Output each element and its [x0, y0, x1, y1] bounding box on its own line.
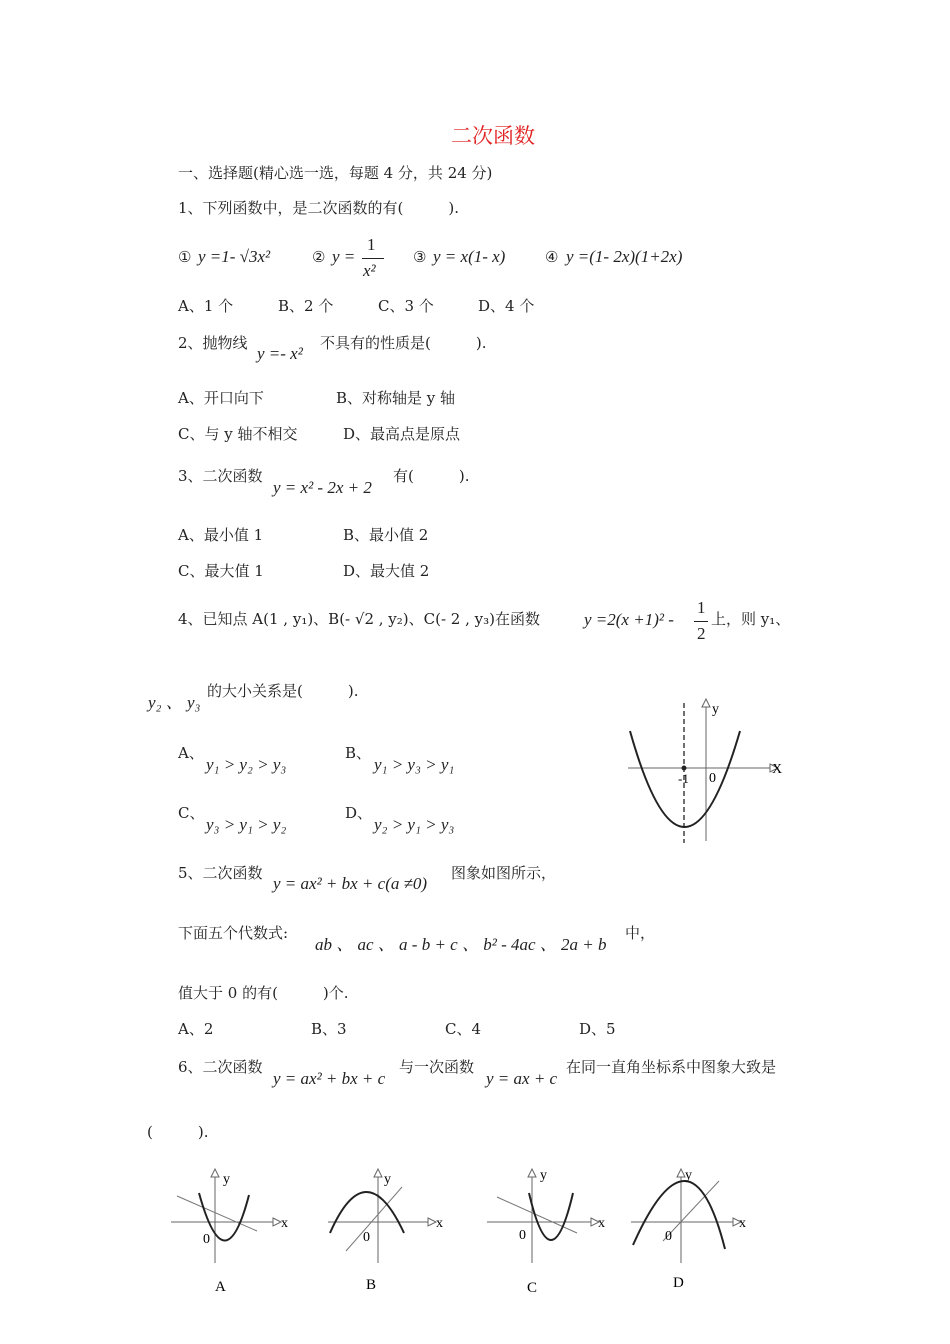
q1-option-c: C、3 个 — [378, 297, 434, 315]
y-axis-arrow — [374, 1169, 382, 1177]
q3-stem-prefix: 3、二次函数 — [178, 467, 263, 485]
q3-option-c: C、最大值 1 — [178, 562, 264, 580]
x-axis-arrow — [273, 1218, 281, 1226]
q2-option-c: C、与 y 轴不相交 — [178, 425, 298, 443]
q6-graph-b — [322, 1163, 447, 1293]
q5-line3: 值大于 0 的有( )个. — [178, 984, 349, 1002]
q5-option-d: D、5 — [579, 1020, 616, 1038]
y-axis-label: y — [223, 1172, 230, 1187]
y-axis-label: y — [384, 1172, 391, 1187]
q1-formula-2-numerator: 1 — [367, 235, 376, 254]
x-axis-arrow — [428, 1218, 436, 1226]
q4-option-d-label: D、 — [345, 804, 373, 822]
q1-formula-2-left: y = — [332, 247, 356, 266]
fraction-bar — [694, 621, 708, 622]
q4-stem-tail: 上，则 y₁、 — [711, 610, 791, 628]
y-axis-arrow — [528, 1169, 536, 1177]
x-axis-label: x — [598, 1216, 605, 1231]
q2-option-d: D、最高点是原点 — [343, 425, 461, 443]
page-title: 二次函数 — [451, 124, 535, 148]
section-heading: 一、选择题(精心选一选，每题 4 分，共 24 分) — [178, 164, 493, 182]
fraction-bar — [362, 258, 384, 259]
q2-formula: y =- x² — [257, 344, 303, 363]
q5-line2-prefix: 下面五个代数式: — [178, 924, 289, 942]
q2-stem-prefix: 2、抛物线 — [178, 334, 248, 352]
q4-option-b-label: B、 — [345, 744, 372, 762]
q6-graph-a — [165, 1163, 290, 1293]
graph-option-label: D — [673, 1275, 684, 1291]
q1-option-a: A、1 个 — [178, 297, 234, 315]
q1-formula-1: y =1- √3x² — [198, 247, 271, 266]
linear-line — [177, 1196, 257, 1231]
q3-option-d: D、最大值 2 — [343, 562, 430, 580]
q2-option-b: B、对称轴是 y 轴 — [336, 389, 456, 407]
q4-stem: 4、已知点 A(1 , y₁)、B(- √2 , y₂)、C(- 2 , y₃)在函数 — [178, 610, 540, 628]
q1-choice-3-marker: ③ — [413, 248, 427, 266]
q4-option-a-formula: y₁ > y₂ > y₃ — [206, 755, 287, 774]
q6-stem-prefix: 6、二次函数 — [178, 1058, 263, 1076]
q3-formula: y = x² - 2x + 2 — [273, 478, 372, 497]
q6-stem-middle: 与一次函数 — [399, 1058, 475, 1076]
q1-choice-1-marker: ① — [178, 248, 192, 266]
q3-stem-suffix: 有( ). — [393, 467, 470, 485]
q4-option-c-formula: y₃ > y₁ > y₂ — [206, 815, 287, 834]
q2-stem-suffix: 不具有的性质是( ). — [320, 334, 487, 352]
q1-stem: 1、下列函数中，是二次函数的有( ). — [178, 199, 460, 217]
origin-label: 0 — [363, 1230, 370, 1245]
q4-line2-text: 的大小关系是( ). — [207, 682, 359, 700]
q4-fraction-numerator: 1 — [697, 598, 706, 617]
q3-option-b: B、最小值 2 — [343, 526, 429, 544]
y-axis-label: y — [685, 1168, 692, 1183]
q5-formula: y = ax² + bx + c(a ≠0) — [273, 874, 428, 893]
origin-label: 0 — [519, 1228, 526, 1243]
origin-label: 0 — [203, 1232, 210, 1247]
q1-choice-4-marker: ④ — [545, 248, 559, 266]
y-axis-label: y — [712, 702, 719, 717]
q1-option-b: B、2 个 — [278, 297, 334, 315]
graph-option-label: C — [527, 1280, 538, 1296]
q1-formula-4: y =(1- 2x)(1+2x) — [566, 247, 683, 266]
x-axis-label: X — [772, 762, 783, 777]
q5-option-a: A、2 — [178, 1020, 214, 1038]
q6-formula-quadratic: y = ax² + bx + c — [273, 1069, 386, 1088]
q6-graph-d — [625, 1163, 750, 1293]
q4-option-c-label: C、 — [178, 804, 205, 822]
y-axis-arrow — [211, 1169, 219, 1177]
y-axis-arrow — [702, 699, 710, 707]
q6-stem-suffix: 在同一直角坐标系中图象大致是 — [566, 1058, 777, 1076]
q4-option-d-formula: y₂ > y₁ > y₃ — [374, 815, 455, 834]
q5-stem-suffix: 图象如图所示， — [451, 864, 557, 882]
q4-option-a-label: A、 — [178, 744, 204, 762]
q5-parabola-graph — [620, 695, 790, 845]
y-axis-label: y — [540, 1168, 547, 1183]
origin-label: 0 — [665, 1229, 672, 1244]
y-axis-arrow — [677, 1169, 685, 1177]
q6-graph-c — [481, 1163, 606, 1296]
x-axis-label: x — [436, 1216, 443, 1231]
x-axis-label: x — [281, 1216, 288, 1231]
q4-line2-variables: y₂ 、 y₃ — [148, 693, 201, 712]
q5-line2-suffix: 中， — [625, 924, 656, 942]
q1-choice-2-marker: ② — [312, 248, 326, 266]
q1-option-d: D、4 个 — [478, 297, 535, 315]
parabola-curve — [633, 1181, 725, 1249]
origin-label: 0 — [709, 771, 716, 786]
q5-expressions: ab 、 ac 、 a - b + c 、 b² - 4ac 、 2a + b — [315, 935, 607, 954]
q1-formula-3: y = x(1- x) — [433, 247, 506, 266]
q2-option-a: A、开口向下 — [178, 389, 264, 407]
q4-formula: y =2(x +1)² - — [584, 610, 674, 629]
q4-fraction-denominator: 2 — [697, 624, 706, 643]
x-axis-label: x — [739, 1216, 746, 1231]
linear-line — [497, 1197, 577, 1233]
q5-option-b: B、3 — [311, 1020, 347, 1038]
graph-option-label: B — [366, 1277, 377, 1293]
parabola-curve — [529, 1193, 573, 1240]
q3-option-a: A、最小值 1 — [178, 526, 264, 544]
q6-formula-linear: y = ax + c — [486, 1069, 558, 1088]
q4-option-b-formula: y₁ > y₃ > y₁ — [374, 755, 455, 774]
graph-option-label: A — [215, 1279, 226, 1295]
q5-option-c: C、4 — [445, 1020, 482, 1038]
minus-one-label: -1 — [678, 771, 689, 786]
vertex-projection-point — [682, 766, 687, 771]
q5-stem-prefix: 5、二次函数 — [178, 864, 263, 882]
q6-answer-parens: ( ). — [147, 1123, 209, 1141]
q1-formula-2-denominator: x² — [363, 261, 376, 280]
